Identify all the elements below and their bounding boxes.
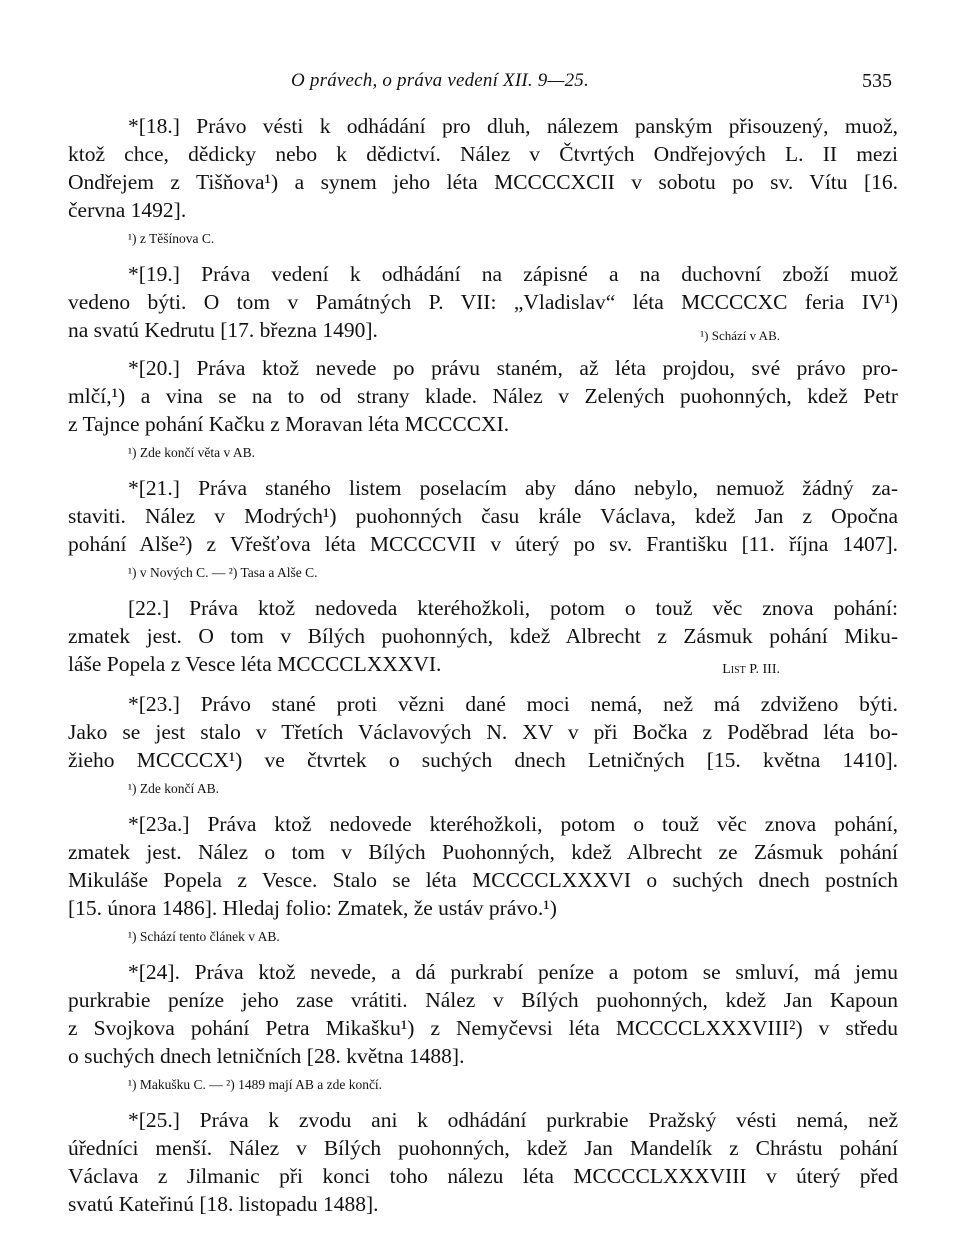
text-line: láše Popela z Vesce léta MCCCCLXXXVI. [68, 652, 442, 676]
text-line: *[20.] Práva ktož nevede po právu staném, až léta projdou, své právo pro- [128, 356, 898, 380]
article-21 [68, 474, 898, 584]
footnote: ¹) Zde končí věta v AB. [128, 445, 256, 460]
text-line: Mikuláše Popela z Vesce. Stalo se léta MCCCCLXXXVI o suchých dnech postních [68, 868, 898, 892]
text-line: [22.] Práva ktož nedoveda kteréhožkoli, potom o touž věc znova pohání: [128, 596, 898, 620]
list-reference: List P. III. [722, 662, 780, 677]
footnote: ¹) z Těšínova C. [128, 231, 215, 246]
text-line: *[23.] Právo stané proti vězni dané moci nemá, než má zdviženo býti. [128, 692, 898, 716]
footnote: ¹) Zde končí AB. [128, 781, 220, 796]
text-line: staviti. Nález v Modrých¹) puohonných času krále Václava, kdež Jan z Opočna [68, 504, 898, 528]
text-line: *[19.] Práva vedení k odhádání na zápisné a na duchovní zboží muož [128, 262, 898, 286]
footnote: ¹) Schází tento článek v AB. [128, 929, 280, 944]
text-line: *[23a.] Práva ktož nedovede kteréhožkoli, potom o touž věc znova pohání, [128, 812, 898, 836]
text-line: mlčí,¹) a vina se na to od strany klade. Nález v Zelených puohonných, kdež Petr [68, 384, 898, 408]
text-line: *[21.] Práva staného listem poselacím aby dáno nebylo, nemuož žádný za- [128, 476, 898, 500]
article-22 [68, 594, 898, 678]
footnote: ¹) v Nových C. — ²) Tasa a Alše C. [128, 565, 318, 580]
text-line: svatú Kateřinú [18. listopadu 1488]. [68, 1192, 379, 1216]
text-line: úředníci menší. Nález v Bílých puohonných, kdež Jan Mandelík z Chrástu pohání [68, 1136, 898, 1160]
article-25 [68, 1106, 898, 1218]
footnote: ¹) Makušku C. — ²) 1489 mají AB a zde končí. [128, 1077, 383, 1092]
text-line: ktož chce, dědicky nebo k dědictví. Nález v Čtvrtých Ondřejových L. II mezi [68, 142, 898, 166]
text-line: Václava z Jilmanic při konci toho nálezu léta MCCCCLXXXVIII v úterý před [68, 1164, 898, 1188]
article-23 [68, 690, 898, 800]
text-line: vedeno býti. O tom v Památných P. VII: „Vladislav“ léta MCCCCXC feria IV¹) [68, 290, 898, 314]
text-line: *[18.] Právo vésti k odhádání pro dluh, nálezem panským přisouzený, muož, [128, 114, 898, 138]
inline-footnote: ¹) Schází v AB. [700, 328, 780, 343]
text-line: Jako se jest stalo v Třetích Václavových N. XV v při Bočka z Poděbrad léta bo- [68, 720, 898, 744]
page-content [68, 112, 898, 1218]
line-with-note [68, 316, 898, 344]
article-23a [68, 810, 898, 948]
text-line: zmatek jest. Nález o tom v Bílých Puohonných, kdež Albrecht ze Zásmuk pohání [68, 840, 898, 864]
text-line: června 1492]. [68, 198, 187, 222]
running-title: O právech, o práva vedení XII. 9—25. [291, 70, 589, 91]
article-20 [68, 354, 898, 464]
text-line: *[24]. Práva ktož nevede, a dá purkrabí peníze a potom se smluví, má jemu [128, 960, 898, 984]
text-line: zmatek jest. O tom v Bílých puohonných, kdež Albrecht z Zásmuk pohání Miku- [68, 624, 898, 648]
text-line: žieho MCCCCX¹) ve čtvrtek o suchých dnech Letničných [15. května 1410]. [68, 748, 898, 772]
text-line: [15. února 1486]. Hledaj folio: Zmatek, že ustáv právo.¹) [68, 896, 557, 920]
text-line: na svatú Kedrutu [17. března 1490]. [68, 318, 378, 342]
text-line: z Tajnce pohání Kačku z Moravan léta MCCCCXI. [68, 412, 510, 436]
text-line: pohání Alše²) z Vřešťova léta MCCCCVII v úterý po sv. Františku [11. října 1407]. [68, 532, 898, 556]
article-18 [68, 112, 898, 250]
text-line: purkrabie peníze jeho zase vrátiti. Nález v Bílých puohonných, kdež Jan Kapoun [68, 988, 898, 1012]
article-19 [68, 260, 898, 344]
text-line: *[25.] Práva k zvodu ani k odhádání purkrabie Pražský vésti nemá, než [128, 1108, 898, 1132]
page-number: 535 [862, 70, 892, 92]
text-line: z Svojkova pohání Petra Mikašku¹) z Nemyčevsi léta MCCCCLXXXVIII²) v středu [68, 1016, 898, 1040]
line-with-note [68, 650, 898, 678]
text-line: Ondřejem z Tišňova¹) a synem jeho léta MCCCCXCII v sobotu po sv. Vítu [16. [68, 170, 898, 194]
text-line: o suchých dnech letničních [28. května 1488]. [68, 1044, 465, 1068]
article-24 [68, 958, 898, 1096]
